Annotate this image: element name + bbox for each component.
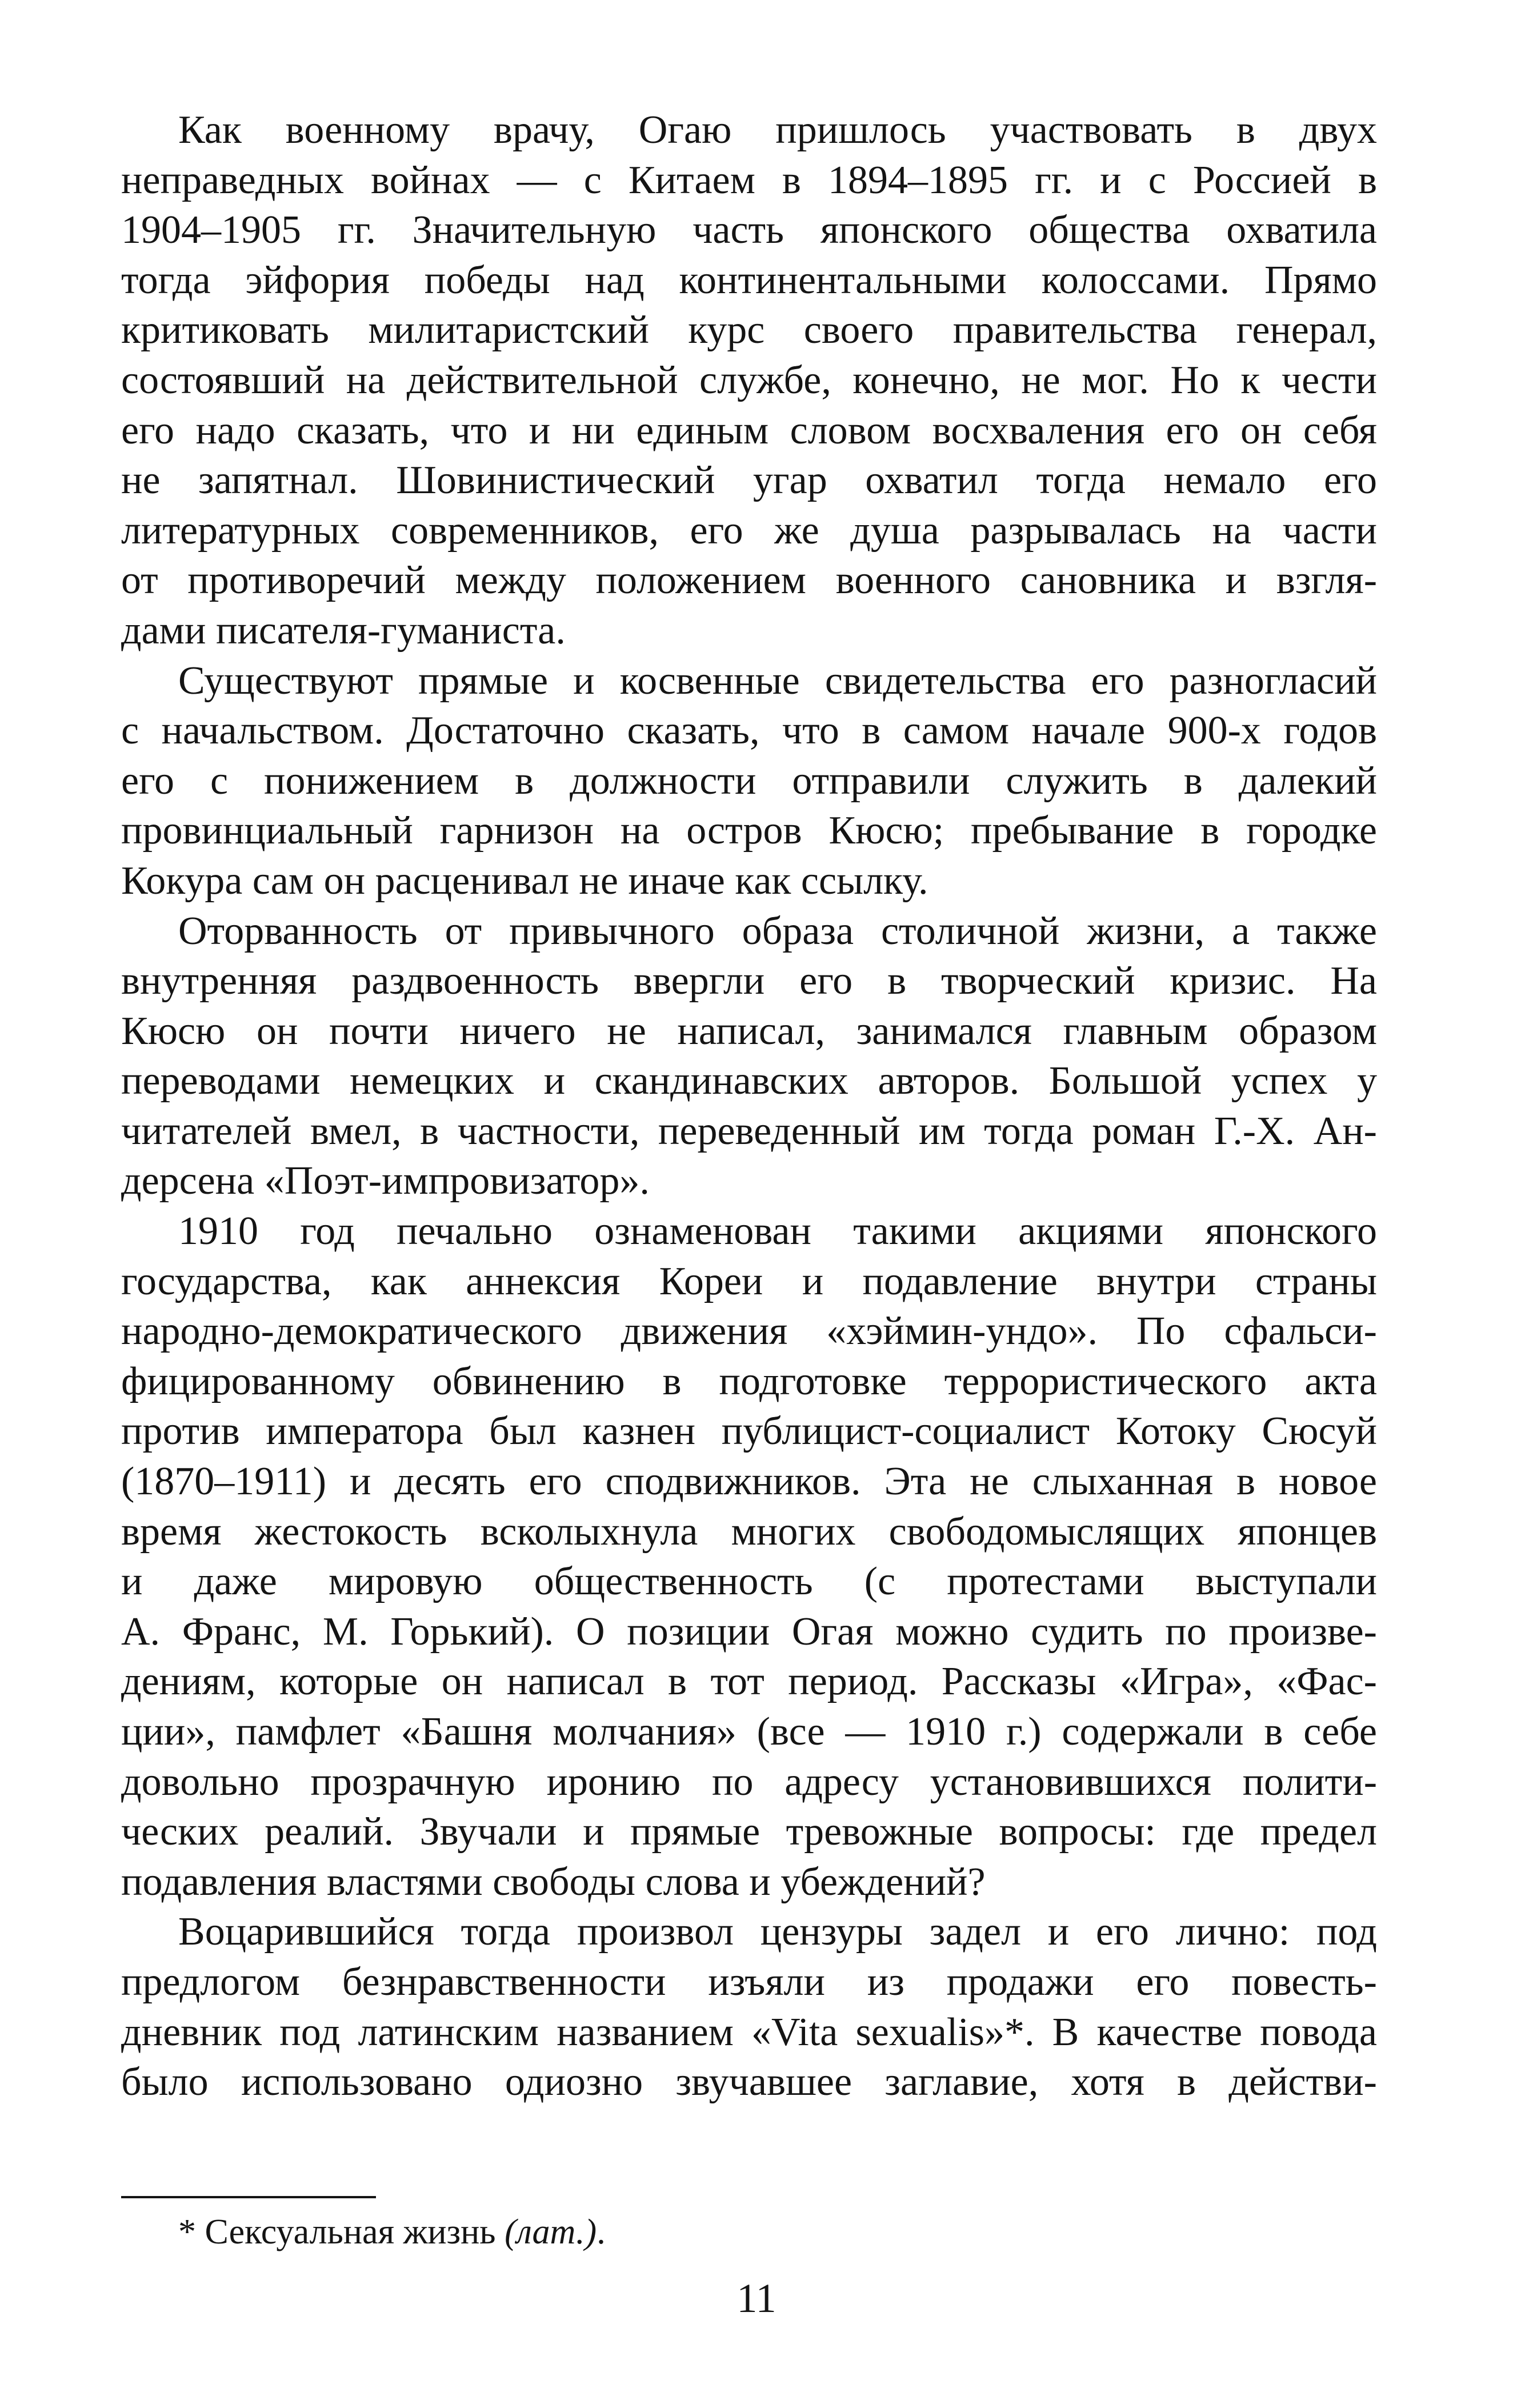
text-line: провинциальный гарнизон на остров Кюсю; пребывание в городке (121, 809, 1377, 853)
text-line: критиковать милитаристский курс своего правительства генерал, (121, 308, 1377, 353)
footnote-language-note: (лат.) (505, 2213, 597, 2251)
text-line: (1870–1911) и десять его сподвижников. Эта не слыханная в новое (121, 1459, 1377, 1504)
text-line: предлогом безнравственности изъяли из продажи его повесть- (121, 1959, 1377, 2004)
paragraph (121, 1206, 1377, 1907)
text-line: Кокура сам он расценивал не иначе как ссылку. (121, 858, 928, 903)
text-line: Существуют прямые и косвенные свидетельства его разногласий (178, 658, 1377, 703)
footnote (178, 2209, 606, 2255)
text-line: подавления властями свободы слова и убеждений? (121, 1859, 986, 1904)
text-line: дневник под латинским названием «Vita sexualis»*. В качестве повода (121, 2010, 1377, 2054)
text-line: ции», памфлет «Башня молчания» (все — 1910 г.) содержали в себе (121, 1710, 1377, 1754)
text-line: и даже мировую общественность (с протестами выступали (121, 1559, 1377, 1604)
text-line: дами писателя-гуманиста. (121, 608, 566, 653)
text-line: от противоречий между положением военного сановника и взгля- (121, 558, 1377, 603)
text-line: Как военному врачу, Огаю пришлось участвовать в двух (178, 108, 1377, 152)
paragraph (121, 906, 1377, 1207)
text-line: дениям, которые он написал в тот период. Рассказы «Игра», «Фас- (121, 1659, 1377, 1704)
text-line: государства, как аннексия Кореи и подавление внутри страны (121, 1259, 1377, 1303)
text-line: 1904–1905 гг. Значительную часть японского общества охватила (121, 208, 1377, 253)
text-line: его надо сказать, что и ни единым словом восхваления его он себя (121, 408, 1377, 453)
body-text (121, 105, 1377, 2107)
text-line: было использовано одиозно звучавшее заглавие, хотя в действи- (121, 2060, 1377, 2105)
text-line: время жестокость всколыхнула многих свободомыслящих японцев (121, 1509, 1377, 1554)
text-line: дерсена «Поэт-импровизатор». (121, 1159, 650, 1203)
footnote-divider (121, 2196, 376, 2198)
text-line: литературных современников, его же душа разрывалась на части (121, 508, 1377, 553)
text-line: читателей вмел, в частности, переведенный им тогда роман Г.-Х. Ан- (121, 1109, 1377, 1153)
text-line: ческих реалий. Звучали и прямые тревожные вопросы: где предел (121, 1810, 1377, 1854)
text-line: против императора был казнен публицист-социалист Котоку Сюсуй (121, 1409, 1377, 1454)
text-line: Оторванность от привычного образа столичной жизни, а также (178, 909, 1377, 953)
text-line: тогда эйфория победы над континентальными колоссами. Прямо (121, 258, 1377, 302)
text-line: А. Франс, М. Горький). О позиции Огая можно судить по произве- (121, 1609, 1377, 1654)
footnote-text: * Сексуальная жизнь (178, 2213, 505, 2251)
text-line: не запятнал. Шовинистический угар охватил тогда немало его (121, 458, 1377, 503)
text-line: народно-демократического движения «хэймин-ундо». По сфальси- (121, 1309, 1377, 1354)
text-line: 1910 год печально ознаменован такими акциями японского (178, 1209, 1377, 1254)
paragraph (121, 1907, 1377, 2107)
text-line: Кюсю он почти ничего не написал, занимался главным образом (121, 1009, 1377, 1053)
text-line: фицированному обвинению в подготовке террористического акта (121, 1359, 1377, 1403)
paragraph (121, 105, 1377, 656)
text-line: переводами немецких и скандинавских авторов. Большой успех у (121, 1059, 1377, 1103)
text-line: внутренняя раздвоенность ввергли его в творческий кризис. На (121, 959, 1377, 1003)
text-line: состоявший на действительной службе, конечно, не мог. Но к чести (121, 358, 1377, 402)
text-line: довольно прозрачную иронию по адресу установившихся полити- (121, 1759, 1377, 1804)
text-line: с начальством. Достаточно сказать, что в самом начале 900-х годов (121, 709, 1377, 753)
paragraph (121, 656, 1377, 906)
footnote-tail: . (597, 2213, 606, 2251)
page-number: 11 (737, 2275, 776, 2321)
text-line: Воцарившийся тогда произвол цензуры задел и его лично: под (178, 1910, 1377, 1954)
text-line: его с понижением в должности отправили служить в далекий (121, 758, 1377, 803)
text-line: неправедных войнах — с Китаем в 1894–1895 гг. и с Россией в (121, 158, 1377, 202)
